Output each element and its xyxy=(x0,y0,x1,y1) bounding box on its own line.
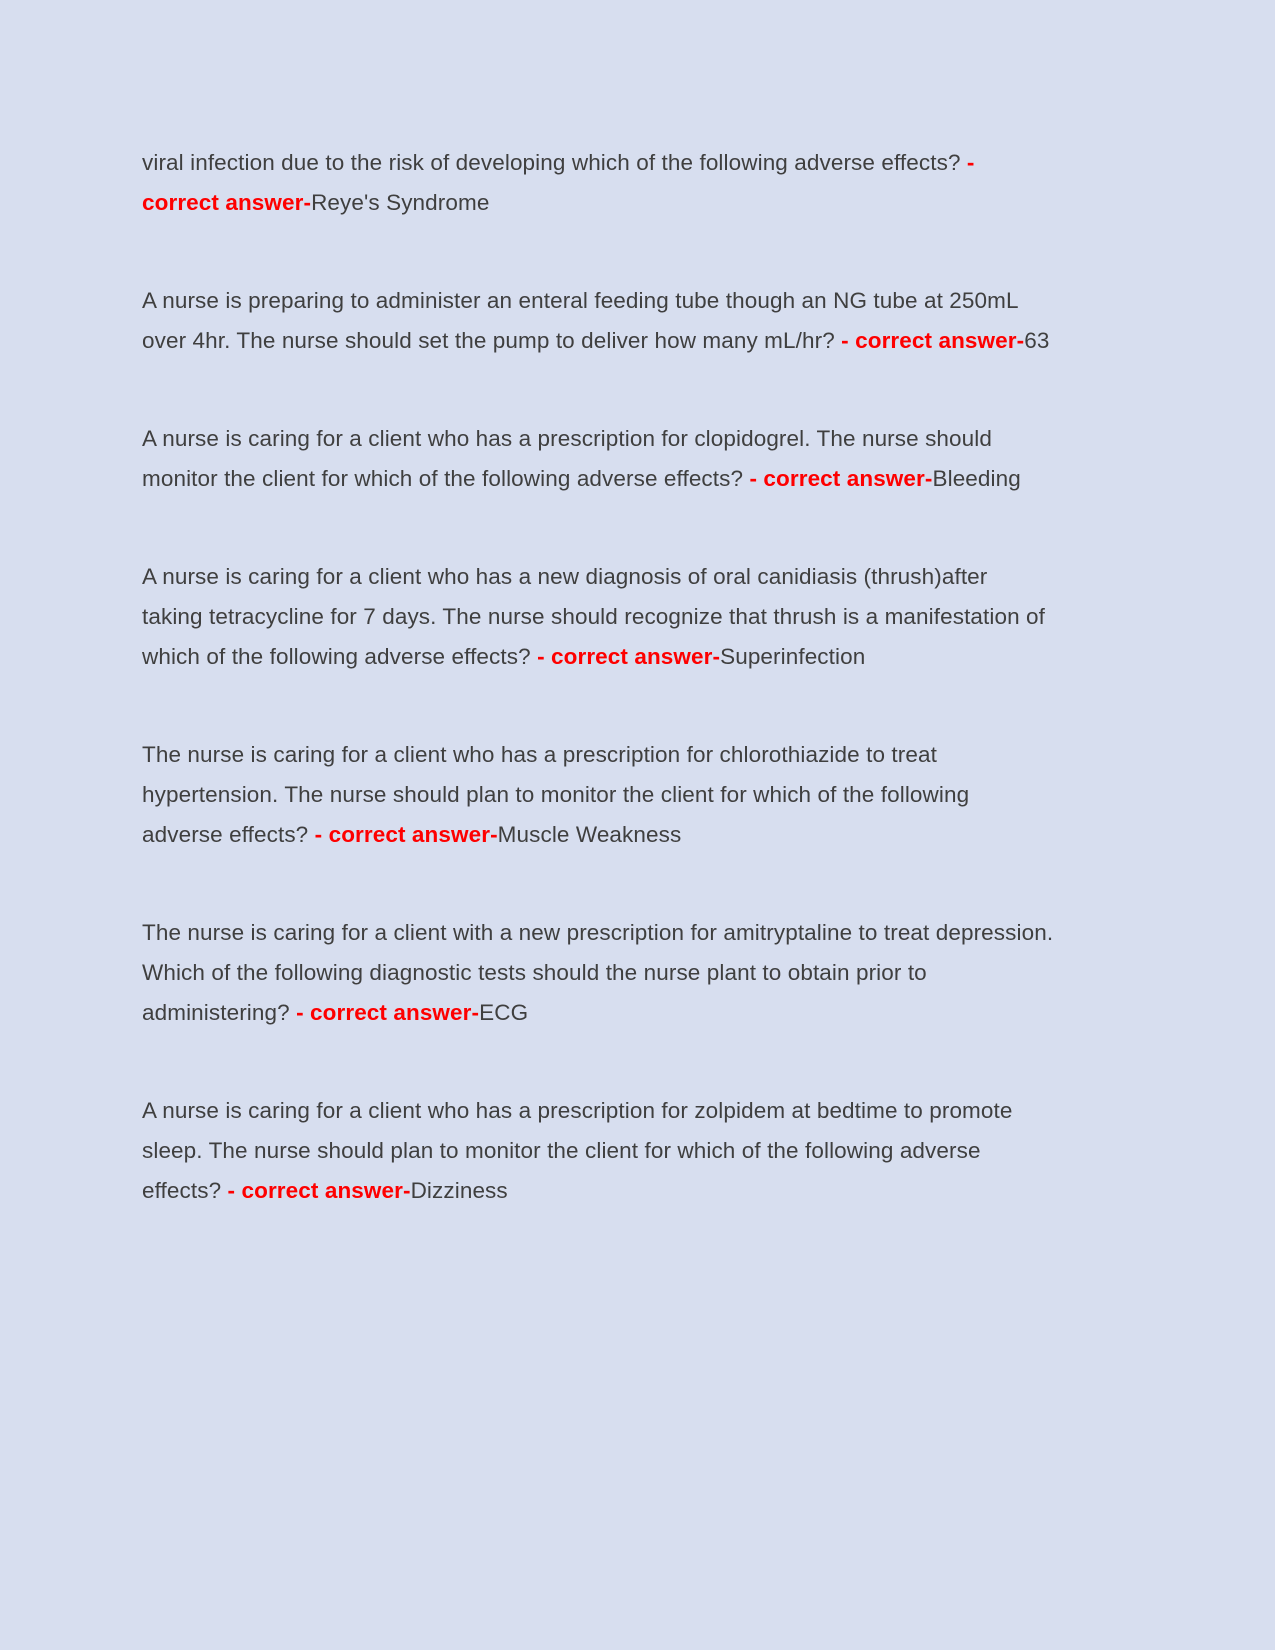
correct-answer-label: - correct answer- xyxy=(841,328,1025,353)
question-paragraph xyxy=(142,557,1054,677)
question-text: Reye's Syndrome xyxy=(311,190,490,215)
question-paragraph xyxy=(142,281,1054,361)
question-text: The nurse is caring for a client who has a prescription for chlorothiazide to treat hypertension. The nurse should plan to monitor the client for which of the following adverse effects? xyxy=(142,742,970,847)
question-paragraph xyxy=(142,419,1054,499)
question-text: A nurse is caring for a client who has a prescription for clopidogrel. The nurse should monitor the client for which of the following adverse effects? xyxy=(142,426,992,491)
question-text: The nurse is caring for a client with a new prescription for amitryptaline to treat depression. Which of the following diagnostic tests should the nurse plant to obtain prior to administering? xyxy=(142,920,1054,1025)
question-paragraph xyxy=(142,143,1054,223)
questions-container xyxy=(142,143,1054,1269)
question-text: A nurse is caring for a client who has a new diagnosis of oral canidiasis (thrush)after taking tetracycline for 7 days. The nurse should recognize that thrush is a manifestation of which of the following adverse effects? xyxy=(142,564,1046,669)
question-text: Superinfection xyxy=(720,644,866,669)
correct-answer-label: - correct answer- xyxy=(314,822,498,847)
question-text: Muscle Weakness xyxy=(497,822,682,847)
question-paragraph xyxy=(142,1091,1054,1211)
correct-answer-label: - correct answer- xyxy=(537,644,721,669)
question-text: A nurse is caring for a client who has a prescription for zolpidem at bedtime to promote sleep. The nurse should plan to monitor the client for which of the following adverse effects? xyxy=(142,1098,1013,1203)
question-text: 63 xyxy=(1024,328,1050,353)
question-text: viral infection due to the risk of developing which of the following adverse effects? xyxy=(142,150,967,175)
question-paragraph xyxy=(142,913,1054,1033)
question-text: Bleeding xyxy=(932,466,1021,491)
correct-answer-label: - correct answer- xyxy=(227,1178,411,1203)
correct-answer-label: - correct answer- xyxy=(142,150,975,215)
question-paragraph xyxy=(142,735,1054,855)
correct-answer-label: - correct answer- xyxy=(296,1000,480,1025)
correct-answer-label: - correct answer- xyxy=(749,466,933,491)
question-text: ECG xyxy=(479,1000,529,1025)
question-text: A nurse is preparing to administer an enteral feeding tube though an NG tube at 250mL over 4hr. The nurse should set the pump to deliver how many mL/hr? xyxy=(142,288,1018,353)
question-text: Dizziness xyxy=(410,1178,508,1203)
